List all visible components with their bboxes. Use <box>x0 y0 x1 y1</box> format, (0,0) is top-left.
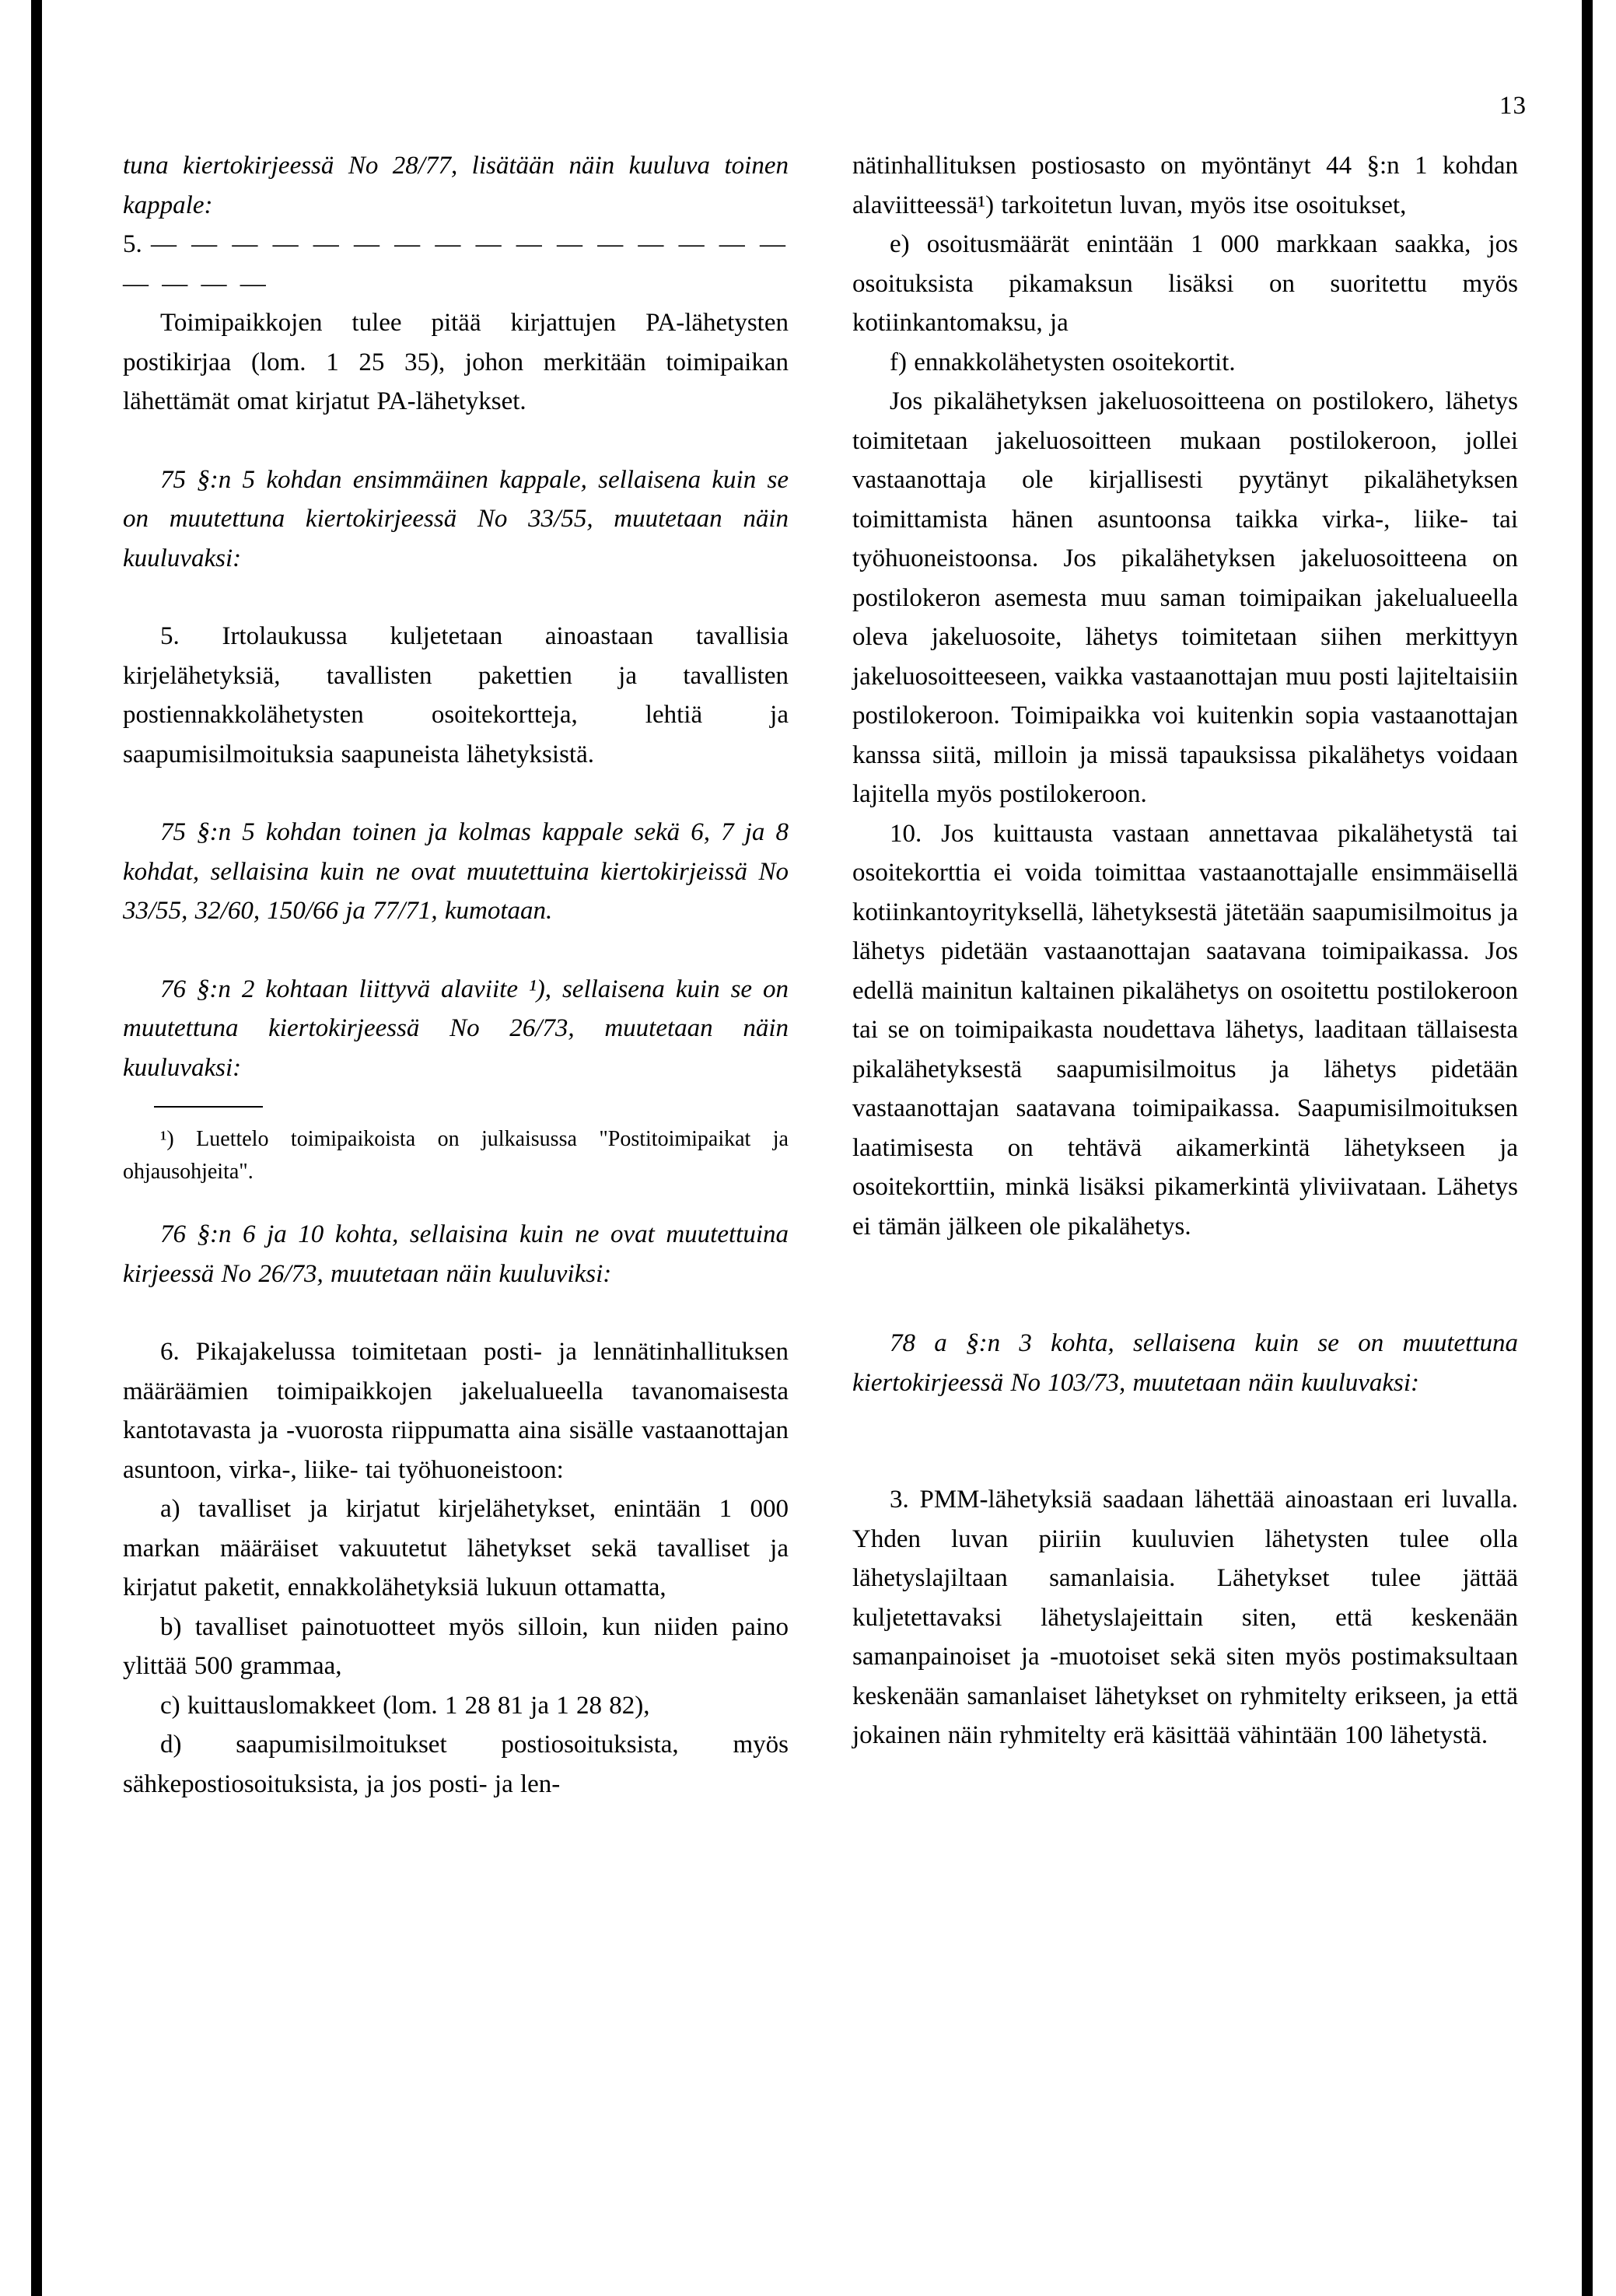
left-column <box>123 146 789 1804</box>
item-6-body: 6. Pikajakelussa toimitetaan posti- ja lennätinhallituksen määräämien toimipaikkojen jakelualueella tavanomaisesta kantotavasta ja -vuorosta riippumatta aina sisälle vastaanottajan asuntoon, virka-, liike- tai työhuoneistoon: <box>123 1338 789 1484</box>
item-6-c: c) kuittauslomakkeet (lom. 1 28 81 ja 1 28 82), <box>160 1691 650 1720</box>
intro-text: tuna kiertokirjeessä No 28/77, lisätään näin kuuluva toinen kappale: <box>123 152 789 219</box>
item-5-number: 5. <box>123 230 151 258</box>
footnote-rule <box>154 1106 263 1108</box>
section-heading-75-repeal: 75 §:n 5 kohdan toinen ja kolmas kappale sekä 6, 7 ja 8 kohdat, sellaisina kuin ne ovat muutettuina kiertokirjeissä No 33/55, 32/60, 150/66 ja 77/71, kumotaan. <box>123 818 789 925</box>
section-heading-75-5: 75 §:n 5 kohdan ensimmäinen kappale, sellaisena kuin se on muutettuna kiertokirjeessä No 33/55, muutetaan näin kuuluvaksi: <box>123 465 789 572</box>
item-f: f) ennakkolähetysten osoitekortit. <box>890 348 1236 376</box>
item-e: e) osoitusmäärät enintään 1 000 markkaan saakka, jos osoituksista pikamaksun lisäksi on suoritettu myös kotiinkantomaksu, ja <box>852 230 1518 337</box>
footnote: ¹) Luettelo toimipaikoista on julkaisussa "Postitoimipaikat ja ohjausohjeita". <box>123 1127 789 1184</box>
item-6-a: a) tavalliset ja kirjatut kirjelähetykset, enintään 1 000 markan määräiset vakuutetut lähetykset sekä tavalliset ja kirjatut paketit, ennakkolähetyksiä lukuun ottamatta, <box>123 1495 789 1601</box>
page-number: 13 <box>1499 92 1527 120</box>
section-heading-76-6-10: 76 §:n 6 ja 10 kohta, sellaisina kuin ne ovat muutettuina kirjeessä No 26/73, muutetaan näin kuuluviksi: <box>123 1220 789 1288</box>
postilokero-paragraph: Jos pikalähetyksen jakeluosoitteena on postilokero, lähetys toimitetaan jakeluosoitteen mukaan postilokeroon, jollei vastaanottaja ole kirjallisesti pyytänyt pikalähetyksen toimittamista hänen asuntoonsa taikka virka-, liike- tai työhuoneistoonsa. Jos pikalähetyksen jakeluosoitteena on postilokeron asemesta muu saman toimipaikan jakelualueella oleva jakeluosoite, lähetys toimitetaan siihen merkittyyn jakeluosoitteeseen, vaikka vastaanottajan muu posti lajiteltaisiin postilokeroon. Toimipaikka voi kuitenkin sopia vastaanottajan kanssa siitä, milloin ja missä tapauksissa pikalähetys voidaan lajitella myös postilokeroon. <box>852 387 1518 808</box>
item-6-d: d) saapumisilmoitukset postiosoituksista, myös sähkepostiosoituksista, ja jos posti- ja len- <box>123 1731 789 1798</box>
item-6-b: b) tavalliset painotuotteet myös silloin, kun niiden paino ylittää 500 grammaa, <box>123 1612 789 1680</box>
item-3-body: 3. PMM-lähetyksiä saadaan lähettää ainoastaan eri luvalla. Yhden luvan piiriin kuuluvien lähetysten tulee olla lähetyslajiltaan samanlaisia. Lähetykset tulee jättää kuljetettavaksi lähetyslajeittain siten, että keskenään samanpainoiset ja -muotoiset sekä siten myös postimaksultaan keskenään samanlaiset lähetykset on ryhmitelty erikseen, ja että jokainen näin ryhmitelty erä käsittää vähintään 100 lähetystä. <box>852 1486 1518 1749</box>
right-column <box>852 146 1518 1755</box>
item-5-added-paragraph: Toimipaikkojen tulee pitää kirjattujen PA-lähetysten postikirjaa (lom. 1 25 35), johon merkitään toimipaikan lähettämät omat kirjatut PA-lähetykset. <box>123 309 789 415</box>
scan-border-left <box>31 0 42 2296</box>
item-5-body: 5. Irtolaukussa kuljetetaan ainoastaan tavallisia kirjelähetyksiä, tavallisten pakettien ja tavallisten postiennakkolähetysten osoitekortteja, lehtiä ja saapumisilmoituksia saapuneista lähetyksistä. <box>123 622 789 768</box>
item-5-placeholder <box>123 225 789 303</box>
continued-text: nätinhallituksen postiosasto on myöntänyt 44 §:n 1 kohdan alaviitteessä¹) tarkoitetun luvan, myös itse osoitukset, <box>852 152 1518 219</box>
omitted-text-dashes: — — — — — — — — — — — — — — — — — — — — <box>123 230 789 298</box>
scan-border-right <box>1582 0 1593 2296</box>
section-heading-76-footnote: 76 §:n 2 kohtaan liittyvä alaviite ¹), sellaisena kuin se on muutettuna kiertokirjeessä No 26/73, muutetaan näin kuuluvaksi: <box>123 975 789 1082</box>
section-heading-78a: 78 a §:n 3 kohta, sellaisena kuin se on muutettuna kiertokirjeessä No 103/73, muutetaan näin kuuluvaksi: <box>852 1329 1518 1397</box>
item-10-body: 10. Jos kuittausta vastaan annettavaa pikalähetystä tai osoitekorttia ei voida toimittaa vastaanottajalle ensimmäisellä kotiinkantoyrityksellä, lähetyksestä jätetään saapumisilmoitus ja lähetys pidetään vastaanottajan saatavana toimipaikassa. Jos edellä mainitun kaltainen pikalähetys on osoitettu postilokeroon tai se on toimipaikasta noudettava lähetys, laaditaan tällaisesta pikalähetyksestä saapumisilmoitus ja lähetys pidetään vastaanottajan saatavana toimipaikassa. Saapumisilmoituksen laatimisesta on tehtävä aikamerkintä lähetykseen ja osoitekorttiin, minkä lisäksi pikamerkintä yliviivataan. Lähetys ei tämän jälkeen ole pikalähetys. <box>852 819 1518 1241</box>
